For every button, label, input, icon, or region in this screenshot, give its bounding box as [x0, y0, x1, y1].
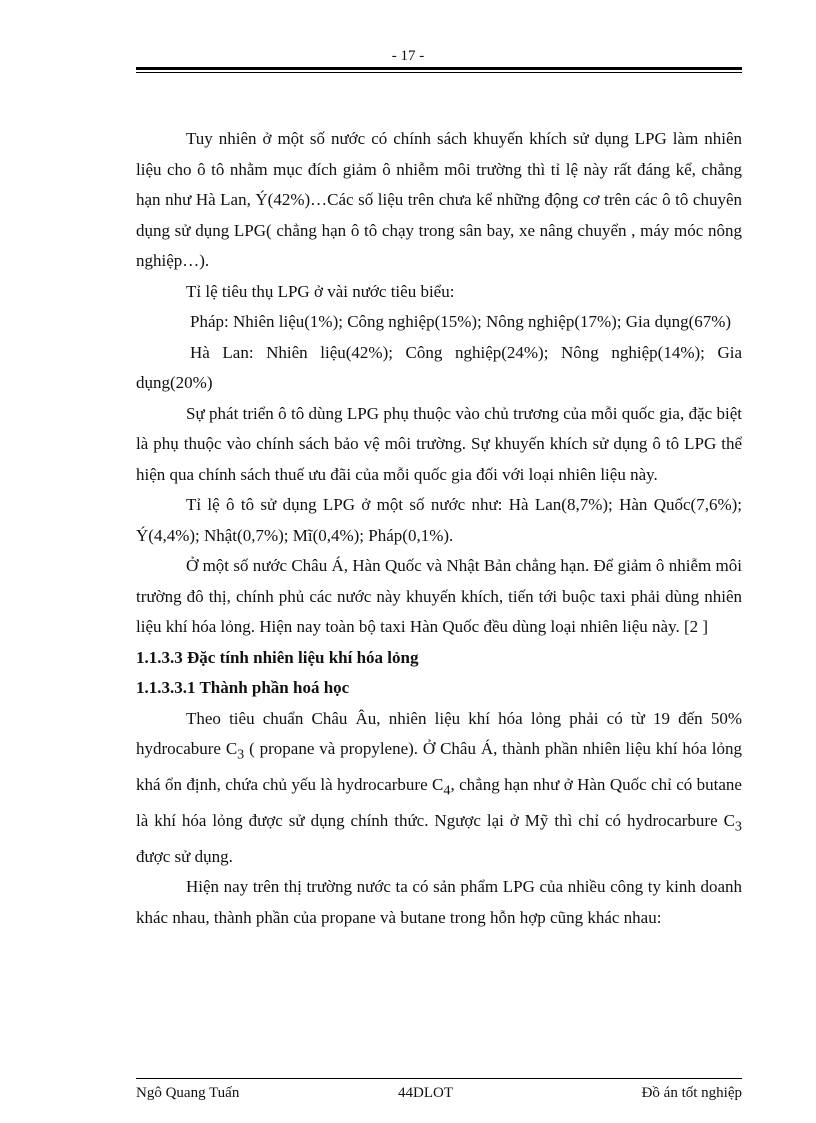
subsection-heading: 1.1.3.3.1 Thành phần hoá học — [136, 678, 350, 697]
document-body — [136, 124, 742, 933]
paragraph-vehicle-rates: Tỉ lệ ô tô sử dụng LPG ở một số nước như: Hà Lan(8,7%); Hàn Quốc(7,6%); Ý(4,4%); Nhật(0,7%); Mĩ(0,4%); Pháp(0,1%). — [136, 495, 742, 545]
section-heading: 1.1.3.3 Đặc tính nhiên liệu khí hóa lỏng — [136, 647, 419, 667]
composition-text-4: được sử dụng. — [136, 846, 233, 866]
page-number: - 17 - — [391, 48, 425, 64]
paragraph-consumption-intro: Tỉ lệ tiêu thụ LPG ở vài nước tiêu biểu: — [186, 281, 455, 301]
subscript-c3: 3 — [237, 746, 245, 763]
subscript-c3-usa: 3 — [734, 818, 742, 835]
footer-rule — [136, 1078, 742, 1079]
paragraph-lpg-incentives: Tuy nhiên ở một số nước có chính sách khuyến khích sử dụng LPG làm nhiên liệu cho ô tô nhằm mục đích giảm ô nhiễm môi trường thì tỉ lệ này rất đáng kể, chẳng hạn như Hà Lan, Ý(42%)…Các số liệu trên chưa kể những động cơ trên các ô tô chuyên dụng sử dụng LPG( chẳng hạn ô tô chạy trong sân bay, xe nâng chuyển , máy móc nông nghiệp…). — [136, 129, 742, 270]
paragraph-development: Sự phát triển ô tô dùng LPG phụ thuộc vào chủ trương của mỗi quốc gia, đặc biệt là phụ thuộc vào chính sách bảo vệ môi trường. Sự khuyến khích sử dụng ô tô LPG thể hiện qua chính sách thuế ưu đãi của mỗi quốc gia đối với loại nhiên liệu này. — [136, 403, 742, 484]
paragraph-netherlands: Hà Lan: Nhiên liệu(42%); Công nghiệp(24%); Nông nghiệp(14%); Gia dụng(20%) — [136, 342, 742, 392]
footer-author: Ngô Quang Tuấn — [136, 1085, 240, 1101]
footer-class: 44DLOT — [398, 1085, 453, 1101]
header-rule-thick — [136, 67, 742, 70]
composition-text-1: Theo tiêu chuẩn Châu Âu, nhiên liệu khí hóa lỏng phải có từ 19 đến 50% hydrocabure C — [136, 708, 742, 758]
subscript-c4: 4 — [443, 782, 451, 799]
header-rule-thin — [136, 72, 742, 73]
paragraph-asia: Ở một số nước Châu Á, Hàn Quốc và Nhật Bản chẳng hạn. Để giảm ô nhiễm môi trường đô thị, chính phủ các nước này khuyến khích, tiến tới buộc taxi phải dùng nhiên liệu khí hóa lỏng. Hiện nay toàn bộ taxi Hàn Quốc đều dùng loại nhiên liệu này. [2 ] — [136, 556, 742, 636]
paragraph-composition — [136, 704, 742, 873]
composition-text-2: ( propane và propylene). Ở Châu Á, thành phần nhiên liệu khí hóa lỏng khá ổn định, chứa chủ yếu là hydrocarbure C — [136, 739, 742, 794]
paragraph-france: Pháp: Nhiên liệu(1%); Công nghiệp(15%); Nông nghiệp(17%); Gia dụng(67%) — [190, 312, 732, 331]
paragraph-market: Hiện nay trên thị trường nước ta có sản phẩm LPG của nhiều công ty kinh doanh khác nhau, thành phần của propane và butane trong hỗn hợp cũng khác nhau: — [136, 877, 742, 927]
composition-text-3: , chẳng hạn như ở Hàn Quốc chỉ có butane là khí hóa lỏng được sử dụng chính thức. Ngược lại ở Mỹ thì chỉ có hydrocarbure C — [136, 774, 742, 830]
footer-title: Đồ án tốt nghiệp — [641, 1085, 742, 1101]
